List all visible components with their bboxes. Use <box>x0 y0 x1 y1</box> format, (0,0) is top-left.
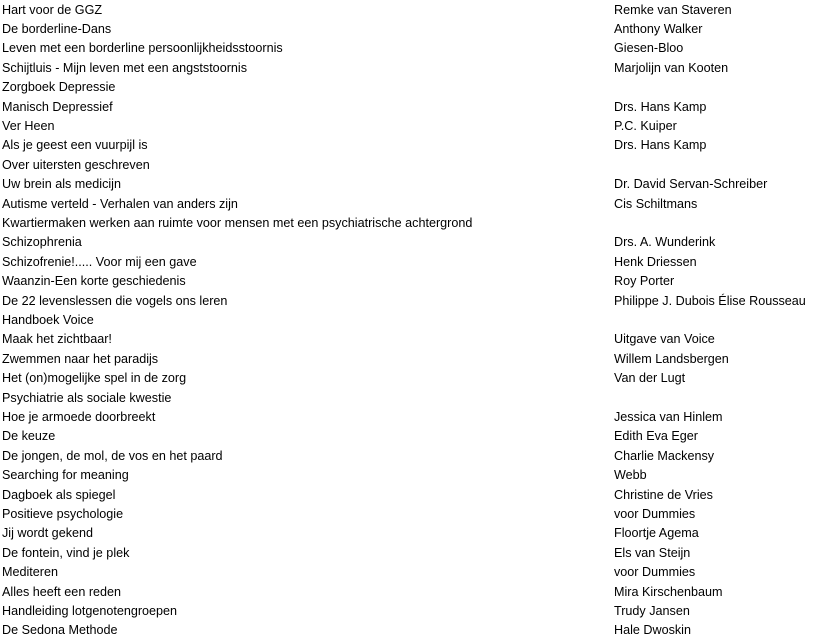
book-row <box>0 20 819 39</box>
book-author: Charlie Mackensy <box>614 448 715 463</box>
book-author: Cis Schiltmans <box>614 196 698 211</box>
book-row <box>0 486 819 505</box>
book-row <box>0 524 819 543</box>
book-title: Handleiding lotgenotengroepen <box>2 603 178 618</box>
book-author: Webb <box>614 468 647 483</box>
book-title: Mediteren <box>2 565 59 580</box>
book-author: Floortje Agema <box>614 526 699 541</box>
book-title: Alles heeft een reden <box>2 584 122 599</box>
book-author: Hale Dwoskin <box>614 623 691 638</box>
book-row <box>0 233 819 252</box>
book-author: Giesen-Bloo <box>614 41 684 56</box>
book-author: voor Dummies <box>614 506 696 521</box>
book-title: Als je geest een vuurpijl is <box>2 138 148 153</box>
book-row <box>0 156 819 175</box>
book-row <box>0 272 819 291</box>
book-row <box>0 389 819 408</box>
book-author: Van der Lugt <box>614 371 686 386</box>
book-title: Manisch Depressief <box>2 99 113 114</box>
book-row <box>0 39 819 58</box>
book-author: Edith Eva Eger <box>614 429 699 444</box>
book-title: De jongen, de mol, de vos en het paard <box>2 448 223 463</box>
book-title: Searching for meaning <box>2 468 129 483</box>
book-title: Dagboek als spiegel <box>2 487 116 502</box>
book-author: Remke van Staveren <box>614 2 732 17</box>
book-title: Hart voor de GGZ <box>2 2 103 17</box>
book-author: Drs. A. Wunderink <box>614 235 716 250</box>
book-author: Drs. Hans Kamp <box>614 99 707 114</box>
book-title: Schijtluis - Mijn leven met een angststoornis <box>2 60 247 75</box>
book-title: Positieve psychologie <box>2 506 124 521</box>
book-row <box>0 136 819 155</box>
book-row <box>0 563 819 582</box>
book-title: Autisme verteld - Verhalen van anders zijn <box>2 196 238 211</box>
book-title: Hoe je armoede doorbreekt <box>2 409 156 424</box>
book-row <box>0 330 819 349</box>
book-author: Drs. Hans Kamp <box>614 138 707 153</box>
book-title: De borderline-Dans <box>2 21 112 36</box>
book-author: Roy Porter <box>614 274 675 289</box>
book-row <box>0 117 819 136</box>
book-title: Uw brein als medicijn <box>2 177 121 192</box>
book-title: De Sedona Methode <box>2 623 118 638</box>
book-row <box>0 583 819 602</box>
book-author: voor Dummies <box>614 565 696 580</box>
book-row <box>0 544 819 563</box>
book-row <box>0 311 819 330</box>
book-title: De 22 levenslessen die vogels ons leren <box>2 293 228 308</box>
book-title: Jij wordt gekend <box>2 526 94 541</box>
book-row <box>0 369 819 388</box>
book-row <box>0 292 819 311</box>
book-row <box>0 98 819 117</box>
book-title: De fontein, vind je plek <box>2 545 130 560</box>
book-title: Ver Heen <box>2 118 55 133</box>
book-row <box>0 59 819 78</box>
book-title: Zwemmen naar het paradijs <box>2 351 159 366</box>
book-title: Psychiatrie als sociale kwestie <box>2 390 172 405</box>
book-row <box>0 447 819 466</box>
book-title: Het (on)mogelijke spel in de zorg <box>2 371 187 386</box>
book-row <box>0 195 819 214</box>
book-row <box>0 621 819 640</box>
book-title: Maak het zichtbaar! <box>2 332 112 347</box>
book-author: Jessica van Hinlem <box>614 409 723 424</box>
book-row <box>0 602 819 621</box>
book-row <box>0 505 819 524</box>
book-title: Leven met een borderline persoonlijkheidsstoornis <box>2 41 283 56</box>
book-author: Christine de Vries <box>614 487 713 502</box>
book-author: P.C. Kuiper <box>614 118 677 133</box>
book-row <box>0 427 819 446</box>
book-title: De keuze <box>2 429 56 444</box>
book-row <box>0 253 819 272</box>
book-row <box>0 78 819 97</box>
book-row <box>0 350 819 369</box>
book-title: Handboek Voice <box>2 312 94 327</box>
book-author: Anthony Walker <box>614 21 703 36</box>
book-author: Marjolijn van Kooten <box>614 60 729 75</box>
book-title: Schizofrenie!..... Voor mij een gave <box>2 254 197 269</box>
book-title: Waanzin-Een korte geschiedenis <box>2 274 186 289</box>
book-title: Over uitersten geschreven <box>2 157 150 172</box>
book-title: Zorgboek Depressie <box>2 80 116 95</box>
book-author: Willem Landsbergen <box>614 351 729 366</box>
book-row <box>0 1 819 20</box>
book-author: Dr. David Servan-Schreiber <box>614 177 768 192</box>
book-author: Philippe J. Dubois Élise Rousseau <box>614 293 806 308</box>
book-author: Trudy Jansen <box>614 603 690 618</box>
book-row <box>0 214 819 233</box>
book-author: Mira Kirschenbaum <box>614 584 723 599</box>
book-author: Henk Driessen <box>614 254 697 269</box>
book-row <box>0 408 819 427</box>
book-author: Els van Steijn <box>614 545 691 560</box>
book-row <box>0 175 819 194</box>
book-title: Schizophrenia <box>2 235 82 250</box>
book-author: Uitgave van Voice <box>614 332 715 347</box>
book-title: Kwartiermaken werken aan ruimte voor mensen met een psychiatrische achtergrond <box>2 215 473 230</box>
book-row <box>0 466 819 485</box>
